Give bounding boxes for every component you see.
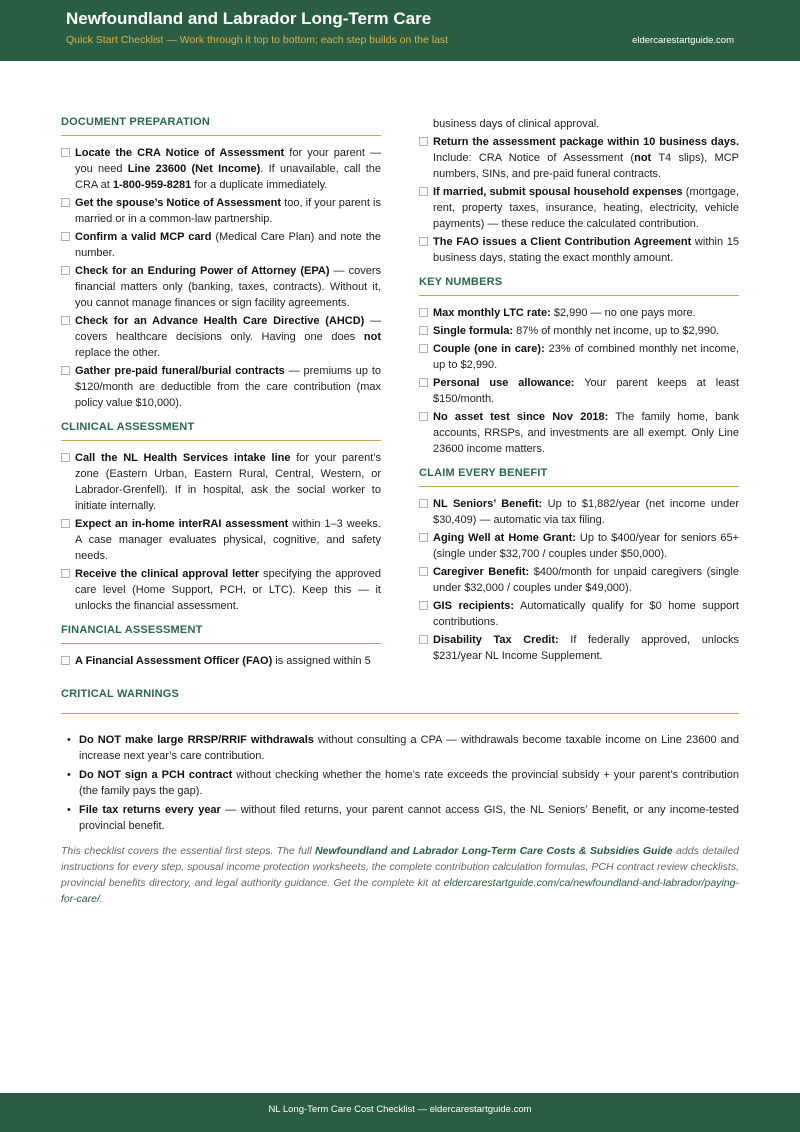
critical-warnings-section — [61, 688, 739, 907]
item-text: Up to $400/year for seniors 65+ (single under $32,700 / couples under $50,000). — [433, 532, 739, 560]
item-bold: Caregiver Benefit: — [433, 566, 530, 578]
checkbox-icon[interactable] — [61, 232, 70, 241]
checkbox-icon[interactable] — [419, 567, 428, 576]
item-text: too, if your parent is married or in a common-law partnership. — [75, 197, 381, 225]
warning-bold: Do NOT make large RRSP/RRIF withdrawals — [79, 734, 314, 746]
warning-bold: Do NOT sign a PCH contract — [79, 769, 233, 781]
checklist-item[interactable] — [61, 450, 381, 514]
item-text: Include: CRA Notice of Assessment ( — [433, 152, 635, 164]
item-text: replace the other. — [75, 347, 161, 359]
item-text: for your parent’s zone (Eastern Urban, Eastern Rural, Central, Western, or Labrador-Grenfell). If in hospital, ask the social worker to initiate internally. — [75, 452, 381, 512]
item-bold: No asset test since Nov 2018: — [433, 411, 609, 423]
closing-text: . — [99, 893, 103, 905]
item-bold: Aging Well at Home Grant: — [433, 532, 576, 544]
item-bold: Expect an in-home interRAI assessment — [75, 518, 289, 530]
checklist-item[interactable] — [419, 598, 739, 630]
page-footer — [0, 1093, 800, 1132]
item-text: If federally approved, unlocks $231/year NL Income Supplement. — [433, 634, 739, 662]
checkbox-icon[interactable] — [61, 148, 70, 157]
item-text: Up to $1,882/year (net income under $30,409) — automatic via tax filing. — [433, 498, 739, 526]
item-bold: Get the spouse’s Notice of Assessment — [75, 197, 282, 209]
checkbox-icon[interactable] — [419, 412, 428, 421]
item-text: — covers financial matters only (banking, taxes, contracts). Without it, you cannot manage finances or sign facility agreements. — [75, 265, 381, 309]
item-text: $2,990 — no one pays more. — [550, 307, 696, 319]
item-text: Automatically qualify for $0 home support contributions. — [433, 600, 739, 628]
guide-link[interactable]: eldercarestartguide.com/ca/newfoundland-and-labrador/paying-for-care/ — [61, 877, 739, 905]
checklist-item[interactable] — [419, 234, 739, 266]
checkbox-icon[interactable] — [61, 366, 70, 375]
section-title-key-numbers: KEY NUMBERS — [419, 276, 739, 296]
warning-text: without consulting a CPA — withdrawals become taxable income on Line 23600 and increase next year’s care contribution. — [79, 734, 739, 762]
item-text: is assigned within 5 — [272, 655, 371, 667]
item-bold: GIS recipients: — [433, 600, 515, 612]
checklist-item[interactable] — [419, 323, 739, 339]
checkbox-icon[interactable] — [419, 137, 428, 146]
item-text: specifying the approved care level (Home Support, PCH, or LTC). Keep this — it unlocks the financial assessment. — [75, 568, 381, 612]
checklist-item[interactable] — [419, 305, 739, 321]
checkbox-icon[interactable] — [419, 308, 428, 317]
section-title-document-preparation: DOCUMENT PREPARATION — [61, 116, 381, 136]
warning-item — [61, 732, 739, 764]
item-bold: Max monthly LTC rate: — [433, 307, 551, 319]
item-text: $400/month for unpaid caregivers (single under $32,000 / couples under $49,000). — [433, 566, 739, 594]
item-bold: Disability Tax Credit: — [433, 634, 559, 646]
item-bold: Call the NL Health Services intake line — [75, 452, 291, 464]
checkbox-icon[interactable] — [419, 187, 428, 196]
checklist-item[interactable] — [419, 530, 739, 562]
checklist-item[interactable] — [419, 564, 739, 596]
checkbox-icon[interactable] — [61, 316, 70, 325]
item-bold: Line 23600 (Net Income) — [127, 163, 261, 175]
item-bold: Personal use allowance: — [433, 377, 575, 389]
checklist-item[interactable] — [61, 263, 381, 311]
checklist-item[interactable] — [61, 313, 381, 361]
left-column — [61, 116, 381, 671]
item-text: (Medical Care Plan) and note the number. — [75, 231, 381, 259]
checkbox-icon[interactable] — [419, 635, 428, 644]
checklist-item[interactable] — [61, 653, 381, 669]
section-title-claim-every-benefit: CLAIM EVERY BENEFIT — [419, 467, 739, 487]
item-text: — premiums up to $120/month are deductible from the care contribution (max policy value $10,000). — [75, 365, 382, 409]
checkbox-icon[interactable] — [61, 569, 70, 578]
right-column — [419, 116, 739, 666]
warning-text: — without filed returns, your parent cannot access GIS, the NL Seniors’ Benefit, or any income-tested provincial benefit. — [79, 804, 740, 832]
checklist-item[interactable] — [61, 195, 381, 227]
section-title-financial-assessment: FINANCIAL ASSESSMENT — [61, 624, 381, 644]
item-bold: NL Seniors’ Benefit: — [433, 498, 543, 510]
item-text: for a duplicate immediately. — [191, 179, 328, 191]
bullet-icon: • — [67, 734, 71, 746]
item-text: . If unavailable, call the CRA at — [75, 163, 381, 191]
checklist-item[interactable] — [61, 363, 381, 411]
checkbox-icon[interactable] — [419, 499, 428, 508]
checkbox-icon[interactable] — [419, 237, 428, 246]
checklist-item[interactable] — [419, 375, 739, 407]
header-site-link[interactable]: eldercarestartguide.com — [632, 35, 734, 46]
item-bold: If married, submit spousal household expenses — [433, 186, 683, 198]
item-bold: Return the assessment package within 10 business days. — [433, 136, 739, 148]
item-bold: The FAO issues a Client Contribution Agreement — [433, 236, 692, 248]
warning-text: without checking whether the home’s rate exceeds the provincial subsidy + your parent’s contribution (the family pays the gap). — [79, 769, 739, 797]
checkbox-icon[interactable] — [419, 378, 428, 387]
item-text: The family home, bank accounts, RRSPs, and investments are all exempt. Only Line 23600 income matters. — [433, 411, 739, 455]
item-text: Your parent keeps at least $150/month. — [433, 377, 739, 405]
item-bold: Locate the CRA Notice of Assessment — [75, 147, 285, 159]
checklist-item[interactable] — [419, 341, 739, 373]
closing-text: This checklist covers the essential first steps. The full — [61, 845, 316, 857]
item-bold: Couple (one in care): — [433, 343, 545, 355]
item-bold: Check for an Advance Health Care Directive (AHCD) — [75, 315, 365, 327]
checkbox-icon[interactable] — [419, 326, 428, 335]
warning-item — [61, 767, 739, 799]
checkbox-icon[interactable] — [419, 601, 428, 610]
footer-text: NL Long-Term Care Cost Checklist — eldercarestartguide.com — [268, 1104, 532, 1115]
item-text: for your parent — you need — [75, 147, 381, 175]
checklist-item[interactable] — [419, 409, 739, 457]
item-text: T4 slips), MCP numbers, SINs, and pre-paid funeral contracts. — [433, 152, 739, 180]
checkbox-icon[interactable] — [419, 533, 428, 542]
bullet-icon: • — [67, 804, 71, 816]
warning-item — [61, 802, 739, 834]
checklist-item[interactable] — [419, 184, 739, 232]
checkbox-icon[interactable] — [61, 656, 70, 665]
page-header — [0, 0, 800, 61]
checkbox-icon[interactable] — [61, 198, 70, 207]
checkbox-icon[interactable] — [419, 344, 428, 353]
checklist-item[interactable] — [61, 229, 381, 261]
checkbox-icon[interactable] — [61, 266, 70, 275]
bullet-icon: • — [67, 769, 71, 781]
page-title: Newfoundland and Labrador Long-Term Care — [66, 9, 432, 28]
section-title-clinical-assessment: CLINICAL ASSESSMENT — [61, 421, 381, 441]
item-text: 87% of monthly net income, up to $2,990. — [513, 325, 720, 337]
section-title-critical-warnings: CRITICAL WARNINGS — [61, 688, 739, 714]
item-bold: Receive the clinical approval letter — [75, 568, 260, 580]
item-text: (mortgage, rent, property taxes, insurance, heating, electricity, vehicle payments) — these reduce the calculated contribution. — [433, 186, 739, 230]
item-bold: A Financial Assessment Officer (FAO) — [75, 655, 273, 667]
checklist-item[interactable] — [61, 566, 381, 614]
item-bold: not — [363, 331, 381, 343]
checkbox-icon[interactable] — [61, 453, 70, 462]
checklist-item[interactable] — [61, 145, 381, 193]
item-bold: Single formula: — [433, 325, 514, 337]
item-bold: 1-800-959-8281 — [112, 179, 192, 191]
warning-bold: File tax returns every year — [79, 804, 221, 816]
item-text: — covers healthcare decisions only. Having one does — [75, 315, 381, 343]
item-continuation: business days of clinical approval. — [433, 118, 600, 130]
item-text: 23% of combined monthly net income, up to $2,990. — [433, 343, 739, 371]
checkbox-icon[interactable] — [61, 519, 70, 528]
item-bold: not — [634, 152, 652, 164]
checklist-item[interactable] — [61, 516, 381, 564]
closing-note — [61, 843, 739, 907]
page-subtitle: Quick Start Checklist — Work through it top to bottom; each step builds on the last — [66, 34, 449, 46]
checklist-item[interactable] — [419, 134, 739, 182]
item-bold: Confirm a valid MCP card — [75, 231, 212, 243]
item-bold: Check for an Enduring Power of Attorney (EPA) — [75, 265, 330, 277]
item-text: within 1–3 weeks. A case manager evaluates physical, cognitive, and safety needs. — [75, 518, 381, 562]
checklist-item[interactable] — [419, 632, 739, 664]
closing-text: adds detailed instructions for every step, spousal income protection worksheets, the complete contribution calculation formulas, PCH contract review checklists, provincial benefits directory, and legal authority guidance. Get the complete kit at — [61, 845, 739, 889]
guide-title: Newfoundland and Labrador Long-Term Care Costs & Subsidies Guide — [315, 845, 673, 857]
item-bold: Gather pre-paid funeral/burial contracts — [75, 365, 285, 377]
item-text: within 15 business days, stating the exact monthly amount. — [433, 236, 739, 264]
checklist-item[interactable] — [419, 496, 739, 528]
